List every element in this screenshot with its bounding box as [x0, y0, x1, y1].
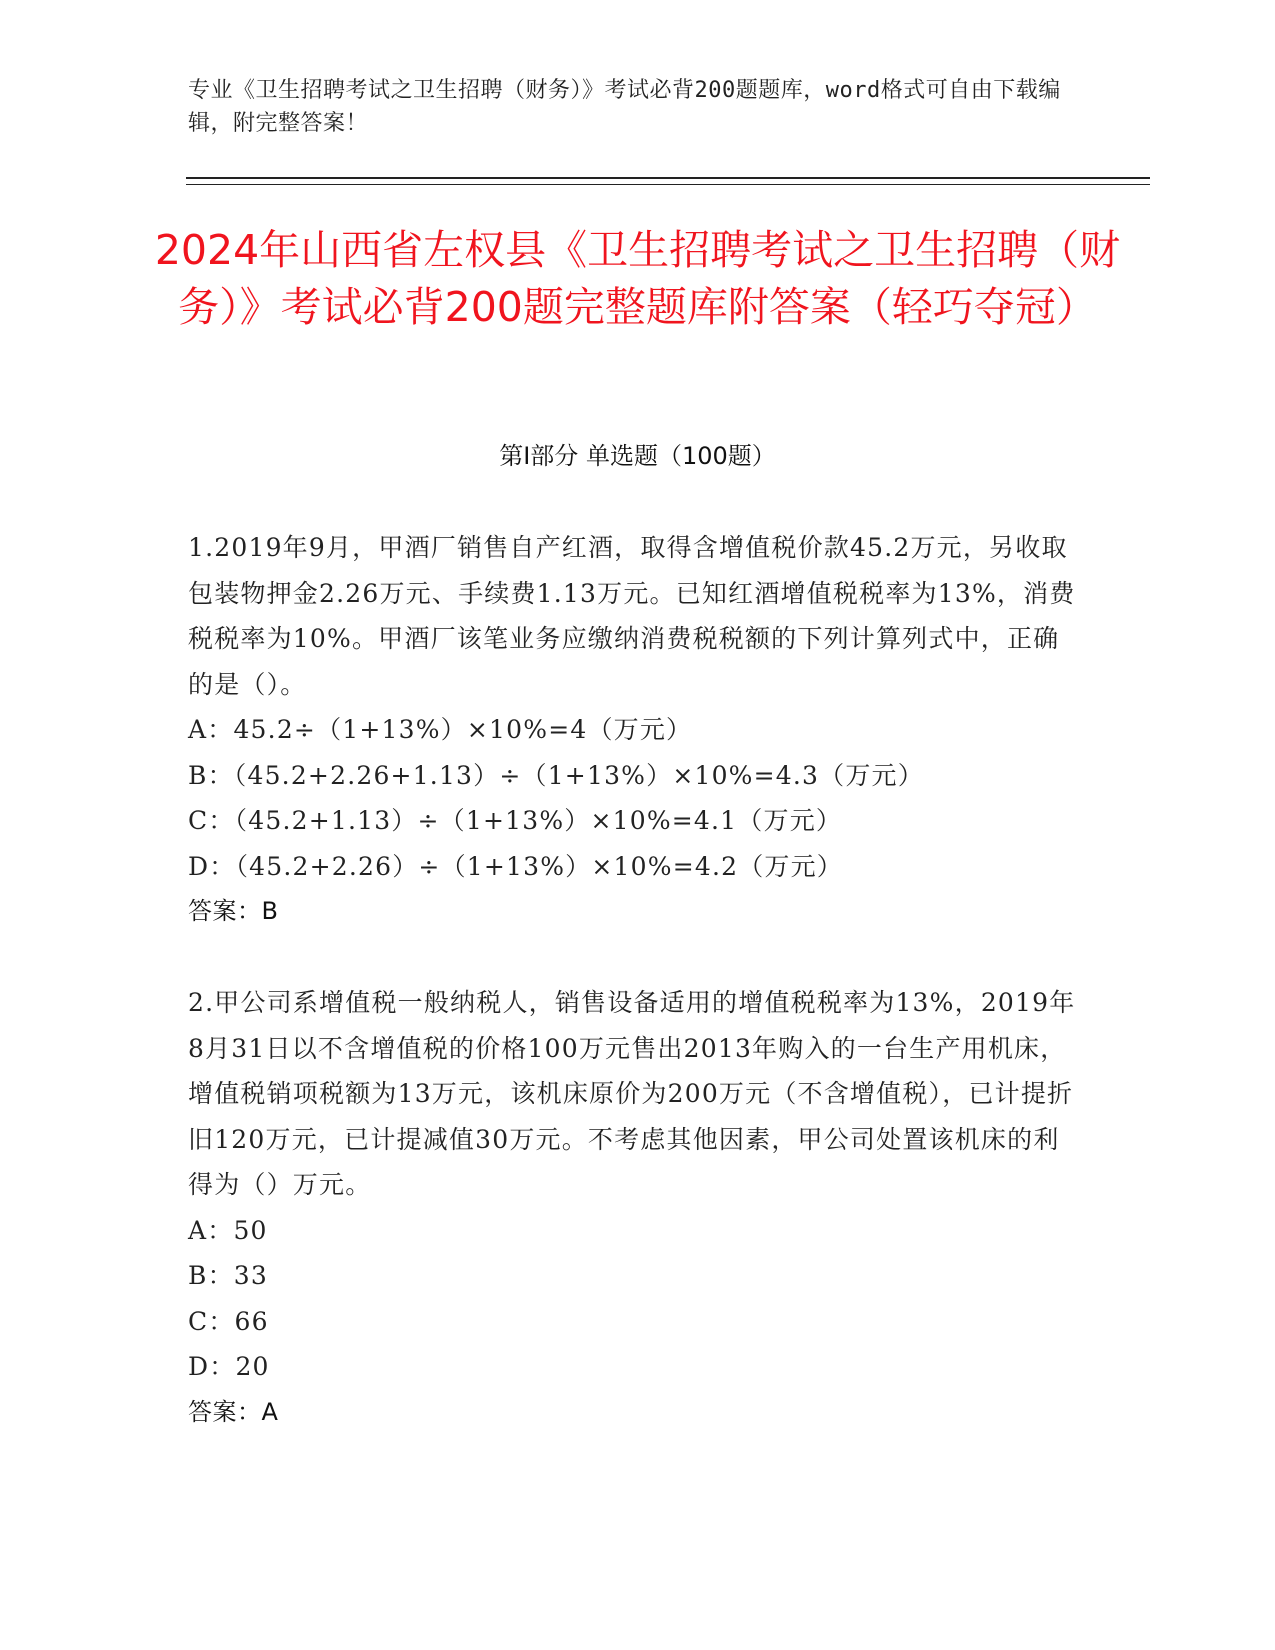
question-item: [188, 980, 1078, 1435]
option-d: D：（45.2+2.26）÷（1+13%）×10%=4.2（万元）: [188, 851, 844, 881]
option-c: C：66: [188, 1306, 269, 1336]
question-item: [188, 525, 1078, 935]
question-stem: 1.2019年9月，甲酒厂销售自产红酒，取得含增值税价款45.2万元，另收取包装物押金2.26万元、手续费1.13万元。已知红酒增值税税率为13%，消费税税率为10%。甲酒厂该笔业务应缴纳消费税税额的下列计算列式中，正确的是（）。: [188, 533, 1076, 699]
answer-line: 答案：A: [188, 1397, 279, 1426]
option-a: A：50: [188, 1215, 268, 1245]
option-a: A：45.2÷（1+13%）×10%=4（万元）: [188, 715, 693, 744]
option-c: C：（45.2+1.13）÷（1+13%）×10%=4.1（万元）: [188, 806, 843, 835]
option-b: B：33: [188, 1261, 268, 1290]
document-title: 2024年山西省左权县《卫生招聘考试之卫生招聘（财务）》考试必背200题完整题库附答案（轻巧夺冠）: [154, 226, 1121, 331]
header-divider-thin: [186, 184, 1150, 185]
header-divider-thick: [186, 177, 1150, 179]
option-d: D：20: [188, 1352, 270, 1381]
question-stem: 2.甲公司系增值税一般纳税人，销售设备适用的增值税税率为13%，2019年8月31日以不含增值税的价格100万元售出2013年购入的一台生产用机床，增值税销项税额为13万元，该机床原价为200万元（不含增值税），已计提折旧120万元，已计提减值30万元。不考虑其他因素，甲公司处置该机床的利得为（）万元。: [188, 988, 1076, 1199]
section-title: 第Ⅰ部分 单选题（100题）: [499, 442, 776, 470]
option-b: B：（45.2+2.26+1.13）÷（1+13%）×10%=4.3（万元）: [188, 760, 924, 790]
header-note: 专业《卫生招聘考试之卫生招聘（财务）》考试必背200题题库，word格式可自由下载编辑，附完整答案！: [188, 78, 1061, 136]
answer-line: 答案：B: [188, 897, 279, 925]
